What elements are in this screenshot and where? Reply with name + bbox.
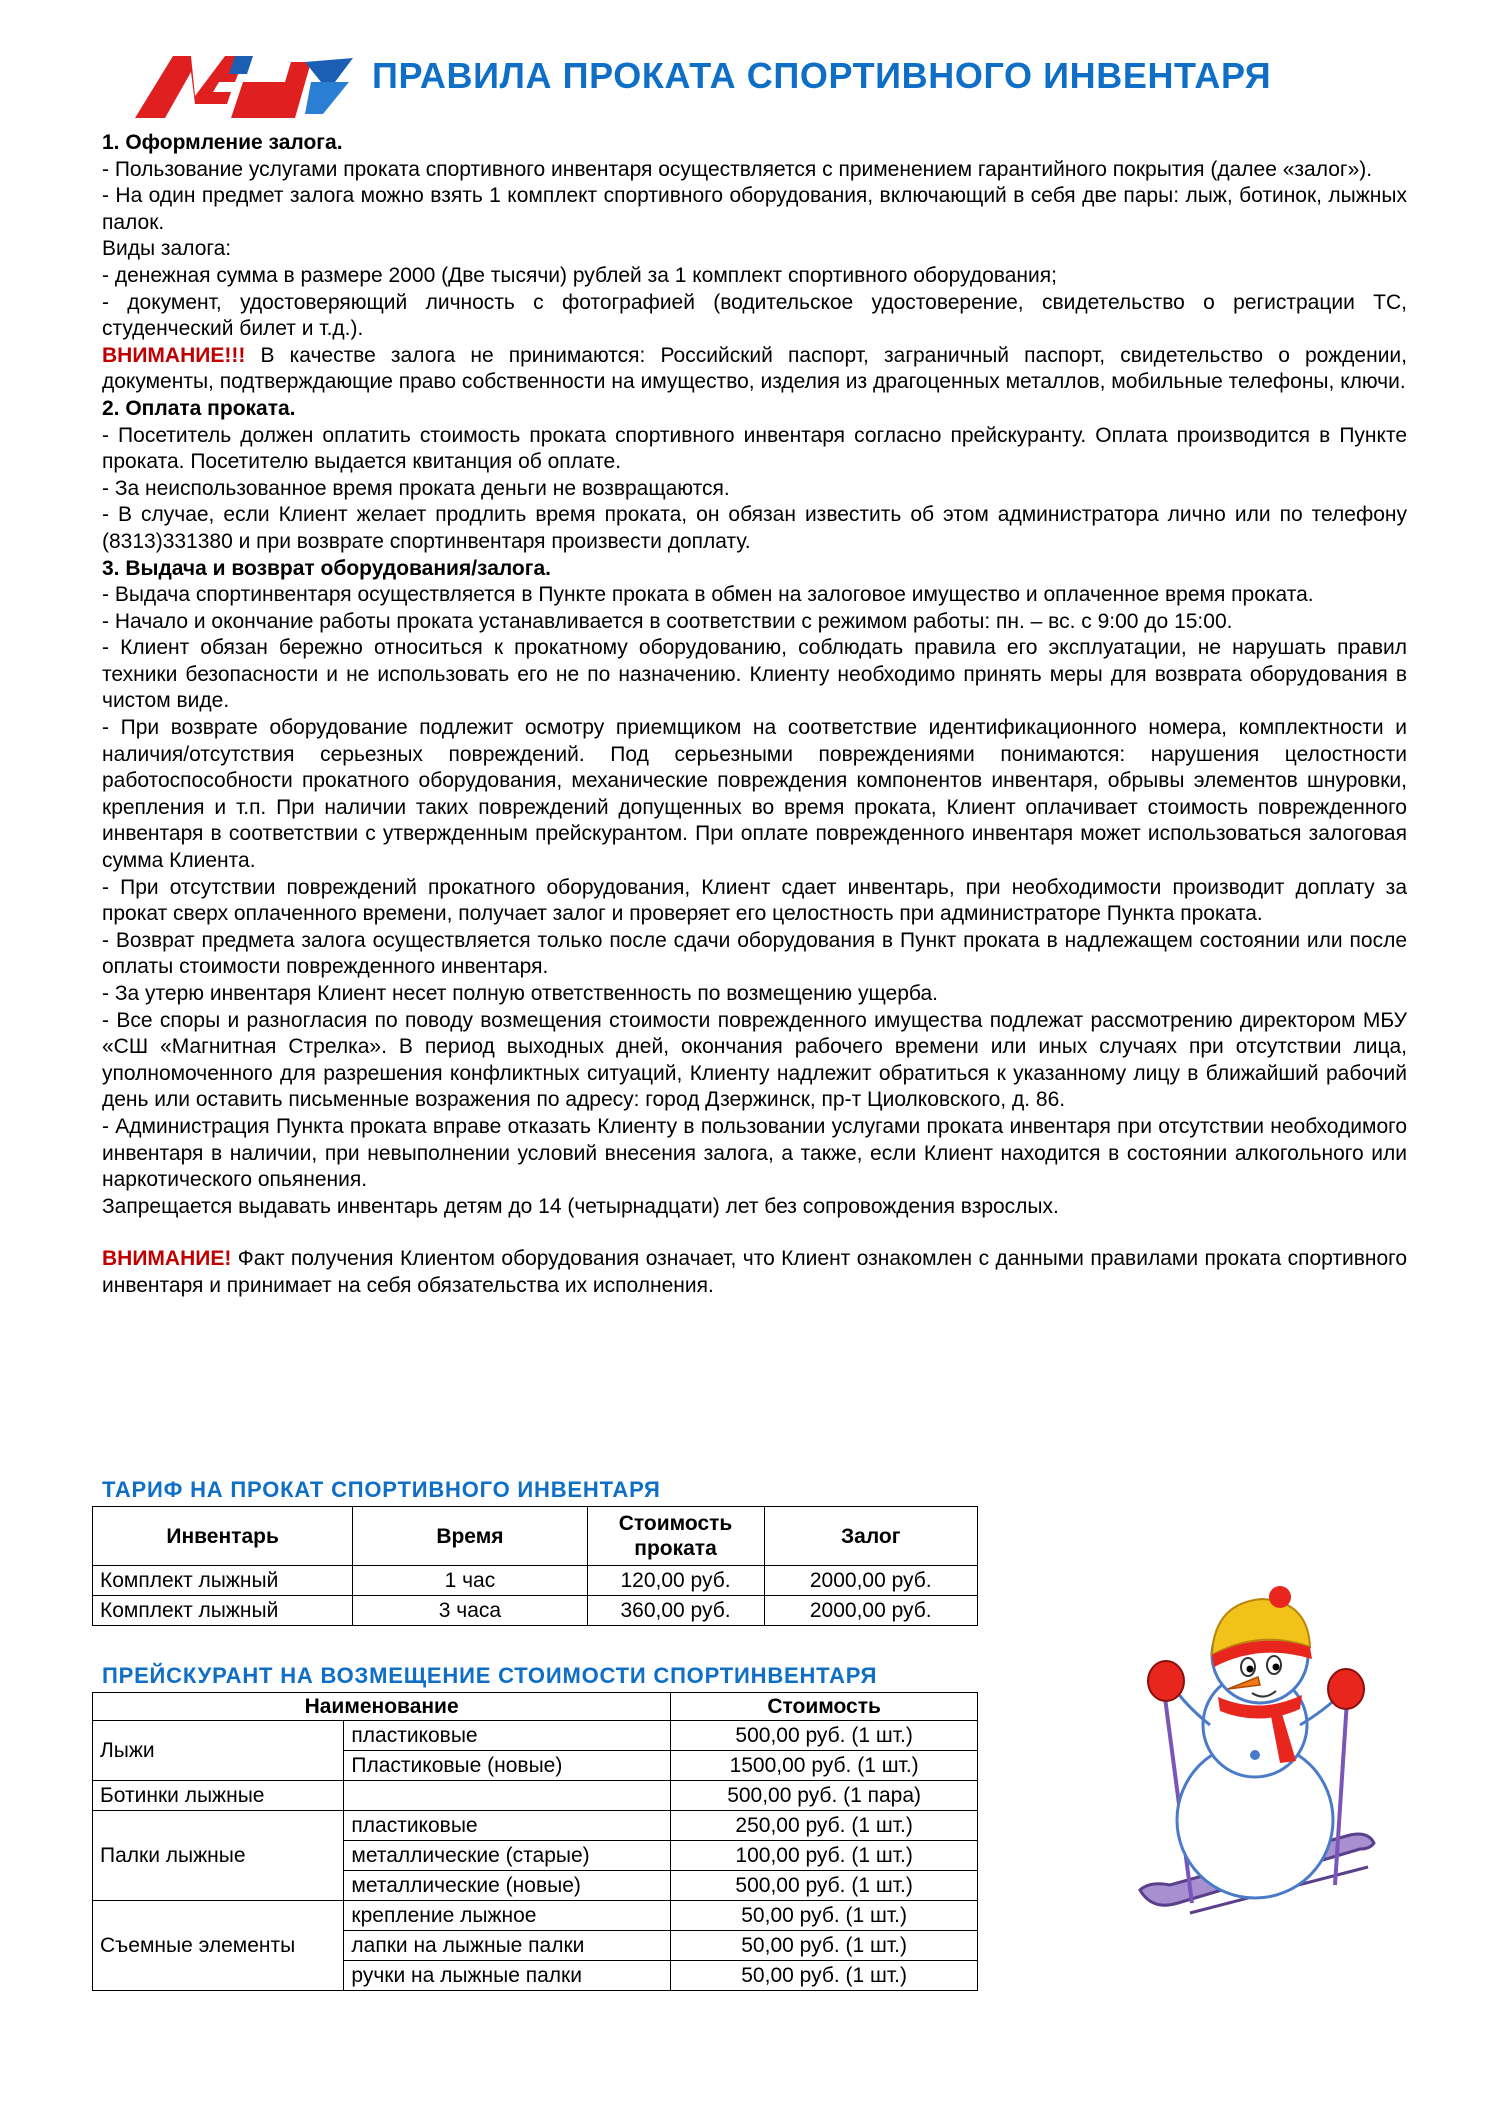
item-price: 50,00 руб. (1 шт.) <box>671 1961 978 1991</box>
column-header: Стоимость проката <box>587 1507 764 1566</box>
pricelist-table <box>92 1692 978 1991</box>
attention-text: В качестве залога не принимаются: Российский паспорт, заграничный паспорт, свидетельство о рождении, документы, подтверждающие право собственности на имущество, изделия из драгоценных металлов, мобильные телефоны, ключи. <box>102 343 1407 394</box>
table-cell: 120,00 руб. <box>587 1566 764 1596</box>
tariff-title: ТАРИФ НА ПРОКАТ СПОРТИВНОГО ИНВЕНТАРЯ <box>102 1477 661 1502</box>
paragraph: - Возврат предмета залога осуществляется только после сдачи оборудования в Пункт проката в надлежащем состоянии или после оплаты стоимости поврежденного инвентаря. <box>102 928 1407 979</box>
table-header-row <box>93 1693 978 1721</box>
paragraph: - За неиспользованное время проката деньги не возвращаются. <box>102 476 730 500</box>
attention-label: ВНИМАНИЕ!!! <box>102 343 246 367</box>
paragraph: Виды залога: <box>102 237 232 261</box>
logo <box>135 52 355 120</box>
paragraph: - Все споры и разногласия по поводу возмещения стоимости поврежденного имущества подлежат рассмотрению директором МБУ «СШ «Магнитная Стрелка». В период выходных дней, окончания рабочего времени или иных случаях при отсутствии лица, уполномоченного для разрешения конфликтных ситуаций, Клиенту надлежит обратиться к указанному лицу в ближайший рабочий день или оставить письменные возражения по адресу: город Дзержинск, пр-т Циолковского, д. 86. <box>102 1008 1407 1112</box>
paragraph: Запрещается выдавать инвентарь детям до 14 (четырнадцати) лет без сопровождения взрослых. <box>102 1194 1059 1218</box>
column-header: Залог <box>764 1507 977 1566</box>
group-name: Ботинки лыжные <box>93 1781 344 1811</box>
paragraph: - Администрация Пункта проката вправе отказать Клиенту в пользовании услугами проката инвентаря при отсутствии необходимого инвентаря в наличии, при невыполнении условий внесения залога, а также, если Клиент находится в состоянии алкогольного или наркотического опьянения. <box>102 1114 1407 1192</box>
paragraph: - Выдача спортинвентаря осуществляется в Пункте проката в обмен на залоговое имущество и оплаченное время проката. <box>102 583 1314 607</box>
paragraph: - Начало и окончание работы проката устанавливается в соответствии с режимом работы: пн. – вс. с 9:00 до 15:00. <box>102 609 1233 633</box>
table-cell: 1 час <box>353 1566 587 1596</box>
table-cell: Комплект лыжный <box>93 1566 353 1596</box>
attention-text: Факт получения Клиентом оборудования означает, что Клиент ознакомлен с данными правилами проката спортивного инвентаря и принимает на себя обязательства их исполнения. <box>102 1247 1407 1297</box>
section-heading: 2. Оплата проката. <box>102 396 296 420</box>
section-heading: 1. Оформление залога. <box>102 131 343 154</box>
item-price: 100,00 руб. (1 шт.) <box>671 1841 978 1871</box>
column-header: Время <box>353 1507 587 1566</box>
group-name: Лыжи <box>93 1721 344 1781</box>
paragraph: - При отсутствии повреждений прокатного оборудования, Клиент сдает инвентарь, при необходимости производит доплату за прокат сверх оплаченного времени, получает залог и проверяет его целостность при администраторе Пункта проката. <box>102 875 1407 926</box>
group-name: Палки лыжные <box>93 1811 344 1901</box>
attention-label: ВНИМАНИЕ! <box>102 1247 232 1271</box>
snowman-skier-icon <box>1130 1585 1380 1925</box>
paragraph: - За утерю инвентаря Клиент несет полную ответственность по возмещению ущерба. <box>102 982 938 1005</box>
paragraph: - При возврате оборудование подлежит осмотру приемщиком на соответствие идентификационного номера, комплектности и наличия/отсутствия серьезных повреждений. Под серьезными повреждениями понимаются: нарушения целостности работоспособности прокатного оборудования, механические повреждения компонентов инвентаря, обрывы элементов шнуровки, крепления и т.п. При наличии таких повреждений допущенных во время проката, Клиент оплачивает стоимость поврежденного инвентаря в соответствии с утвержденным прейскурантом. При оплате поврежденного инвентаря может использоваться залоговая сумма Клиента. <box>102 716 1407 873</box>
paragraph: - Посетитель должен оплатить стоимость проката спортивного инвентаря согласно прейскуранту. Оплата производится в Пункте проката. Посетителю выдается квитанция об оплате. <box>102 423 1407 474</box>
table-cell: 3 часа <box>353 1596 587 1626</box>
section-heading: 3. Выдача и возврат оборудования/залога. <box>102 556 552 580</box>
item-type: пластиковые <box>344 1811 671 1841</box>
paragraph: - денежная сумма в размере 2000 (Две тысячи) рублей за 1 комплект спортивного оборудования; <box>102 263 1057 287</box>
paragraph: - В случае, если Клиент желает продлить время проката, он обязан известить об этом администратора лично или по телефону (8313)331380 и при возврате спортинвентаря произвести доплату. <box>102 503 1407 553</box>
page-title: ПРАВИЛА ПРОКАТА СПОРТИВНОГО ИНВЕНТАРЯ <box>372 55 1272 96</box>
item-type: лапки на лыжные палки <box>344 1931 671 1961</box>
table-cell: 2000,00 руб. <box>764 1566 977 1596</box>
item-type: пластиковые <box>344 1721 671 1751</box>
item-type: Пластиковые (новые) <box>344 1751 671 1781</box>
item-type <box>344 1781 671 1811</box>
table-cell: 360,00 руб. <box>587 1596 764 1626</box>
table-row <box>93 1596 978 1626</box>
item-type: металлические (старые) <box>344 1841 671 1871</box>
table-header-row <box>93 1507 978 1566</box>
pricelist-title: ПРЕЙСКУРАНТ НА ВОЗМЕЩЕНИЕ СТОИМОСТИ СПОРТИНВЕНТАРЯ <box>102 1663 878 1688</box>
item-type: металлические (новые) <box>344 1871 671 1901</box>
item-price: 500,00 руб. (1 пара) <box>671 1781 978 1811</box>
table-cell: 2000,00 руб. <box>764 1596 977 1626</box>
item-price: 50,00 руб. (1 шт.) <box>671 1901 978 1931</box>
tariff-table <box>92 1506 978 1626</box>
paragraph <box>102 343 1407 396</box>
item-price: 500,00 руб. (1 шт.) <box>671 1871 978 1901</box>
item-price: 500,00 руб. (1 шт.) <box>671 1721 978 1751</box>
paragraph <box>102 1246 1407 1299</box>
item-price: 1500,00 руб. (1 шт.) <box>671 1751 978 1781</box>
paragraph: - документ, удостоверяющий личность с фотографией (водительское удостоверение, свидетельство о регистрации ТС, студенческий билет и т.д.). <box>102 290 1407 341</box>
table-cell: Комплект лыжный <box>93 1596 353 1626</box>
column-header: Стоимость <box>671 1693 978 1721</box>
table-row <box>93 1901 978 1931</box>
paragraph: - Клиент обязан бережно относиться к прокатному оборудованию, соблюдать правила его эксплуатации, не нарушать правил техники безопасности и не использовать его не по назначению. Клиенту необходимо принять меры для возврата оборудования в чистом виде. <box>102 636 1407 713</box>
paragraph: - На один предмет залога можно взять 1 комплект спортивного оборудования, включающий в себя две пары: лыж, ботинок, лыжных палок. <box>102 184 1407 234</box>
item-price: 250,00 руб. (1 шт.) <box>671 1811 978 1841</box>
table-row <box>93 1721 978 1751</box>
group-name: Съемные элементы <box>93 1901 344 1991</box>
column-header: Инвентарь <box>93 1507 353 1566</box>
item-price: 50,00 руб. (1 шт.) <box>671 1931 978 1961</box>
table-row <box>93 1811 978 1841</box>
item-type: ручки на лыжные палки <box>344 1961 671 1991</box>
paragraph: - Пользование услугами проката спортивного инвентаря осуществляется с применением гарантийного покрытия (далее «залог»). <box>102 157 1373 181</box>
column-header: Наименование <box>93 1693 671 1721</box>
rules-text <box>102 130 1407 1300</box>
table-row <box>93 1566 978 1596</box>
table-row <box>93 1781 978 1811</box>
item-type: крепление лыжное <box>344 1901 671 1931</box>
